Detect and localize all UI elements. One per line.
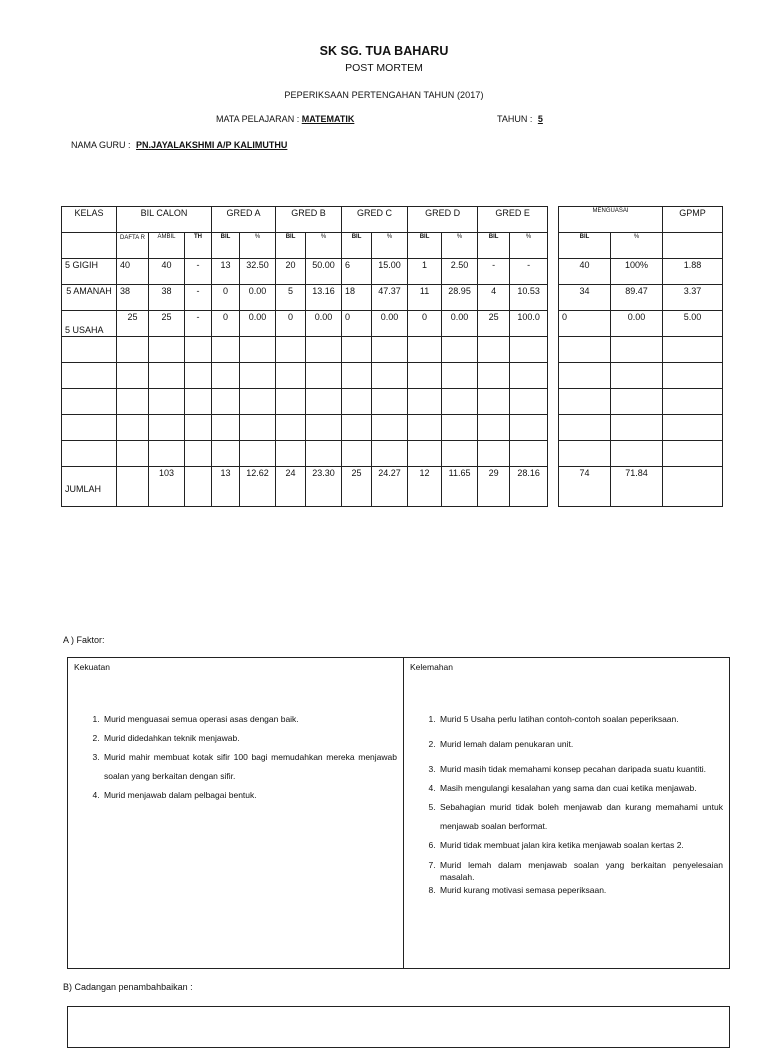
cell-a-pct: 32.50: [240, 259, 276, 285]
suggestions-heading: B) Cadangan penambahbaikan :: [63, 982, 193, 992]
subject-line: [216, 114, 354, 124]
strengths-column: [68, 658, 404, 968]
total-label: JUMLAH: [62, 467, 117, 507]
subheader-bil: BIL: [478, 233, 510, 259]
cell-a-bil: 0: [212, 311, 240, 337]
subheader-row: [62, 233, 548, 259]
subheader-pct: %: [442, 233, 478, 259]
subheader-bil: BIL: [408, 233, 442, 259]
year-line: [497, 114, 543, 124]
header-gpmp: GPMP: [663, 207, 723, 233]
cell-a-bil: 13: [212, 259, 240, 285]
teacher-line: [71, 140, 287, 150]
cell-daftar: 40: [117, 259, 149, 285]
table-row: [62, 259, 548, 285]
cell-m-bil: 0: [559, 311, 611, 337]
cell-c-pct: 15.00: [372, 259, 408, 285]
list-item: 5. Sebahagian murid tidak boleh menjawab dan kurang memahami untuk menjawab soalan berformat.: [438, 798, 723, 836]
empty-row: [559, 441, 723, 467]
results-table: [61, 206, 548, 507]
subheader-pct: %: [240, 233, 276, 259]
cell-c-pct: 47.37: [372, 285, 408, 311]
total-d-pct: 11.65: [442, 467, 478, 507]
total-m-bil: 74: [559, 467, 611, 507]
total-c-pct: 24.27: [372, 467, 408, 507]
cell-e-bil: -: [478, 259, 510, 285]
cell-d-bil: 1: [408, 259, 442, 285]
subheader-pct: %: [611, 233, 663, 259]
table-row: [559, 259, 723, 285]
list-item: 4. Murid menjawab dalam pelbagai bentuk.: [102, 786, 397, 805]
subheader-pct: %: [306, 233, 342, 259]
cell-m-pct: 89.47: [611, 285, 663, 311]
header-row: [559, 207, 723, 233]
cell-b-pct: 0.00: [306, 311, 342, 337]
list-item: 7. Murid lemah dalam menjawab soalan yang berkaitan penyelesaian masalah.: [438, 859, 723, 883]
cell-c-bil: 6: [342, 259, 372, 285]
cell-b-bil: 20: [276, 259, 306, 285]
total-m-pct: 71.84: [611, 467, 663, 507]
subheader-bil: BIL: [276, 233, 306, 259]
cell-e-pct: -: [510, 259, 548, 285]
empty-row: [559, 337, 723, 363]
list-item: 3. Murid mahir membuat kotak sifir 100 bagi memudahkan mereka menjawab soalan yang berkaitan dengan sifir.: [102, 748, 397, 786]
cell-gpmp: 1.88: [663, 259, 723, 285]
strengths-title: Kekuatan: [74, 662, 110, 672]
total-d-bil: 12: [408, 467, 442, 507]
list-item: 1. Murid menguasai semua operasi asas dengan baik.: [102, 710, 397, 729]
suggestions-box: [67, 1006, 730, 1048]
cell-gpmp: 5.00: [663, 311, 723, 337]
list-item: 2. Murid lemah dalam penukaran unit.: [438, 735, 723, 754]
cell-m-bil: 40: [559, 259, 611, 285]
year-label: TAHUN :: [497, 114, 533, 124]
empty-row: [62, 389, 548, 415]
cell-m-bil: 34: [559, 285, 611, 311]
total-e-bil: 29: [478, 467, 510, 507]
header-gred-a: GRED A: [212, 207, 276, 233]
list-item: 1. Murid 5 Usaha perlu latihan contoh-contoh soalan peperiksaan.: [438, 710, 723, 729]
cell-ambil: 40: [149, 259, 185, 285]
cell-e-bil: 4: [478, 285, 510, 311]
total-b-bil: 24: [276, 467, 306, 507]
total-c-bil: 25: [342, 467, 372, 507]
header-bil-calon: BIL CALON: [117, 207, 212, 233]
list-item: 2. Murid didedahkan teknik menjawab.: [102, 729, 397, 748]
cell-c-bil: 0: [342, 311, 372, 337]
list-item: 6. Murid tidak membuat jalan kira ketika menjawab soalan kertas 2.: [438, 836, 723, 855]
empty-row: [62, 441, 548, 467]
subheader-bil: BIL: [342, 233, 372, 259]
header-gred-d: GRED D: [408, 207, 478, 233]
empty-row: [559, 389, 723, 415]
cell-th: -: [185, 285, 212, 311]
total-row: [62, 467, 548, 507]
cell-d-bil: 11: [408, 285, 442, 311]
header-kelas: KELAS: [62, 207, 117, 233]
table-row: [62, 311, 548, 337]
cell-d-bil: 0: [408, 311, 442, 337]
school-name: SK SG. TUA BAHARU: [319, 44, 449, 58]
cell-c-pct: 0.00: [372, 311, 408, 337]
year-value: 5: [537, 114, 543, 124]
header-gred-c: GRED C: [342, 207, 408, 233]
subheader-bil: BIL: [212, 233, 240, 259]
subheader-pct: %: [510, 233, 548, 259]
cell-d-pct: 28.95: [442, 285, 478, 311]
cell-b-pct: 13.16: [306, 285, 342, 311]
empty-row: [559, 363, 723, 389]
cell-a-bil: 0: [212, 285, 240, 311]
cell-gpmp: 3.37: [663, 285, 723, 311]
subheader-pct: %: [372, 233, 408, 259]
empty-row: [62, 337, 548, 363]
header-row: [62, 207, 548, 233]
cell-a-pct: 0.00: [240, 311, 276, 337]
cell-c-bil: 18: [342, 285, 372, 311]
document-subtitle: POST MORTEM: [345, 62, 423, 74]
teacher-label: NAMA GURU :: [71, 140, 131, 150]
list-item: 8. Murid kurang motivasi semasa peperiksaan.: [438, 883, 723, 897]
total-e-pct: 28.16: [510, 467, 548, 507]
cell-kelas: 5 AMANAH: [62, 285, 117, 311]
mastery-table: [558, 206, 723, 507]
cell-b-pct: 50.00: [306, 259, 342, 285]
cell-d-pct: 2.50: [442, 259, 478, 285]
subheader-th: TH: [185, 233, 212, 259]
total-b-pct: 23.30: [306, 467, 342, 507]
cell-th: -: [185, 259, 212, 285]
cell-m-pct: 0.00: [611, 311, 663, 337]
factors-heading: A ) Faktor:: [63, 635, 105, 645]
table-row: [559, 285, 723, 311]
exam-title: PEPERIKSAAN PERTENGAHAN TAHUN (2017): [284, 90, 484, 100]
total-a-bil: 13: [212, 467, 240, 507]
cell-e-pct: 100.0: [510, 311, 548, 337]
cell-b-bil: 0: [276, 311, 306, 337]
total-a-pct: 12.62: [240, 467, 276, 507]
cell-m-pct: 100%: [611, 259, 663, 285]
total-ambil: 103: [149, 467, 185, 507]
cell-d-pct: 0.00: [442, 311, 478, 337]
header-gred-e: GRED E: [478, 207, 548, 233]
cell-daftar: 38: [117, 285, 149, 311]
header-menguasai: MENGUASAI: [559, 207, 663, 233]
cell-e-pct: 10.53: [510, 285, 548, 311]
teacher-value: PN.JAYALAKSHMI A/P KALIMUTHU: [136, 140, 288, 150]
empty-row: [62, 415, 548, 441]
factors-box: [67, 657, 730, 969]
subheader-ambil: AMBIL: [149, 233, 185, 259]
empty-row: [62, 363, 548, 389]
weaknesses-column: [404, 658, 729, 968]
cell-daftar: 25: [117, 311, 149, 337]
subheader-empty: [62, 233, 117, 259]
cell-kelas: 5 USAHA: [62, 311, 117, 337]
weaknesses-list: [404, 710, 723, 897]
strengths-list: [68, 710, 397, 805]
subject-label: MATA PELAJARAN :: [216, 114, 300, 124]
table-row: [62, 285, 548, 311]
subheader-bil: BIL: [559, 233, 611, 259]
total-row: [559, 467, 723, 507]
list-item: 3. Murid masih tidak memahami konsep pecahan daripada suatu kuantiti.: [438, 760, 723, 779]
header-gred-b: GRED B: [276, 207, 342, 233]
cell-e-bil: 25: [478, 311, 510, 337]
cell-b-bil: 5: [276, 285, 306, 311]
cell-ambil: 38: [149, 285, 185, 311]
cell-kelas: 5 GIGIH: [62, 259, 117, 285]
cell-a-pct: 0.00: [240, 285, 276, 311]
table-row: [559, 311, 723, 337]
list-item: 4. Masih mengulangi kesalahan yang sama dan cuai ketika menjawab.: [438, 779, 723, 798]
subheader-row: [559, 233, 723, 259]
subheader-daftar: DAFTA R: [117, 233, 149, 259]
empty-row: [559, 415, 723, 441]
cell-th: -: [185, 311, 212, 337]
subject-value: MATEMATIK: [301, 114, 355, 124]
weaknesses-title: Kelemahan: [410, 662, 454, 672]
cell-ambil: 25: [149, 311, 185, 337]
